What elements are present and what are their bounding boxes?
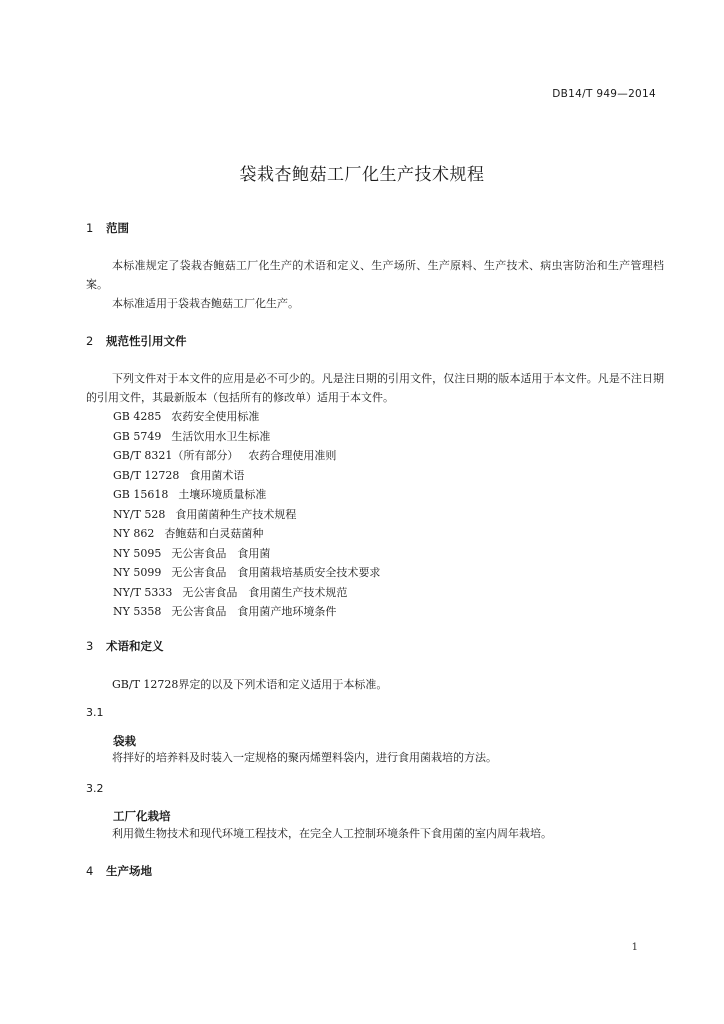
page-number: 1 bbox=[631, 942, 638, 953]
ref-code: GB/T 12728 bbox=[113, 468, 180, 482]
ref-name: 生活饮用水卫生标准 bbox=[171, 429, 271, 443]
term-definition: 利用微生物技术和现代环境工程技术，在完全人工控制环境条件下食用菌的室内周年栽培。 bbox=[112, 827, 552, 840]
document-code: DB14/T 949—2014 bbox=[552, 88, 656, 100]
ref-code: GB 15618 bbox=[113, 488, 169, 501]
section-title: 范围 bbox=[106, 221, 129, 235]
list-item bbox=[113, 466, 380, 486]
term-number: 3.1 bbox=[86, 706, 104, 719]
ref-code: GB 5749 bbox=[113, 429, 162, 443]
list-item bbox=[113, 524, 380, 544]
section-title: 术语和定义 bbox=[106, 639, 164, 653]
ref-code: GB/T 8321（所有部分） bbox=[113, 449, 239, 462]
list-item bbox=[113, 505, 380, 525]
ref-name: 无公害食品 食用菌 bbox=[171, 546, 271, 560]
section-number: 1 bbox=[86, 221, 94, 235]
section-2-heading bbox=[86, 333, 187, 349]
ref-name: 无公害食品 食用菌栽培基质安全技术要求 bbox=[171, 566, 381, 579]
list-item bbox=[113, 602, 380, 622]
ref-code: GB 4285 bbox=[113, 410, 162, 423]
ref-name: 土壤环境质量标准 bbox=[178, 488, 267, 501]
section-4-heading bbox=[86, 863, 152, 879]
ref-name: 无公害食品 食用菌生产技术规范 bbox=[182, 585, 348, 599]
list-item bbox=[113, 446, 380, 466]
section-1-heading bbox=[86, 220, 129, 236]
ref-code: NY/T 528 bbox=[113, 507, 166, 521]
ref-code: NY 5099 bbox=[113, 566, 162, 579]
ref-name: 食用菌术语 bbox=[189, 468, 245, 482]
ref-code: NY 5095 bbox=[113, 546, 162, 560]
ref-name: 农药合理使用准则 bbox=[248, 449, 337, 462]
list-item bbox=[113, 563, 380, 583]
term-number: 3.2 bbox=[86, 782, 104, 795]
ref-name: 无公害食品 食用菌产地环境条件 bbox=[171, 605, 337, 618]
ref-code: NY 5358 bbox=[113, 605, 162, 618]
paragraph: 本标准适用于袋栽杏鲍菇工厂化生产。 bbox=[112, 297, 299, 310]
list-item bbox=[113, 407, 380, 427]
term-title: 袋栽 bbox=[113, 734, 136, 748]
list-item bbox=[113, 583, 380, 603]
section-title: 规范性引用文件 bbox=[106, 334, 187, 348]
ref-name: 杏鲍菇和白灵菇菌种 bbox=[164, 527, 264, 540]
term-title: 工厂化栽培 bbox=[113, 809, 171, 823]
section-3-heading bbox=[86, 638, 164, 654]
ref-name: 食用菌菌种生产技术规程 bbox=[175, 507, 297, 521]
document-title: 袋栽杏鲍菇工厂化生产技术规程 bbox=[239, 165, 485, 185]
ref-code: NY/T 5333 bbox=[113, 585, 173, 599]
ref-code: NY 862 bbox=[113, 527, 155, 540]
paragraph: GB/T 12728界定的以及下列术语和定义适用于本标准。 bbox=[112, 678, 388, 691]
ref-name: 农药安全使用标准 bbox=[171, 410, 260, 423]
list-item bbox=[113, 427, 380, 447]
reference-list bbox=[113, 407, 380, 622]
section-number: 4 bbox=[86, 864, 94, 878]
section-number: 3 bbox=[86, 639, 94, 653]
term-definition: 将拌好的培养料及时装入一定规格的聚丙烯塑料袋内，进行食用菌栽培的方法。 bbox=[112, 751, 497, 764]
paragraph: 本标准规定了袋栽杏鲍菇工厂化生产的术语和定义、生产场所、生产原料、生产技术、病虫害防治和生产管理档案。 bbox=[86, 259, 664, 291]
section-number: 2 bbox=[86, 334, 94, 348]
list-item bbox=[113, 544, 380, 564]
paragraph: 下列文件对于本文件的应用是必不可少的。凡是注日期的引用文件，仅注日期的版本适用于本文件。凡是不注日期的引用文件，其最新版本（包括所有的修改单）适用于本文件。 bbox=[86, 372, 664, 404]
list-item bbox=[113, 485, 380, 505]
section-title: 生产场地 bbox=[106, 864, 152, 878]
